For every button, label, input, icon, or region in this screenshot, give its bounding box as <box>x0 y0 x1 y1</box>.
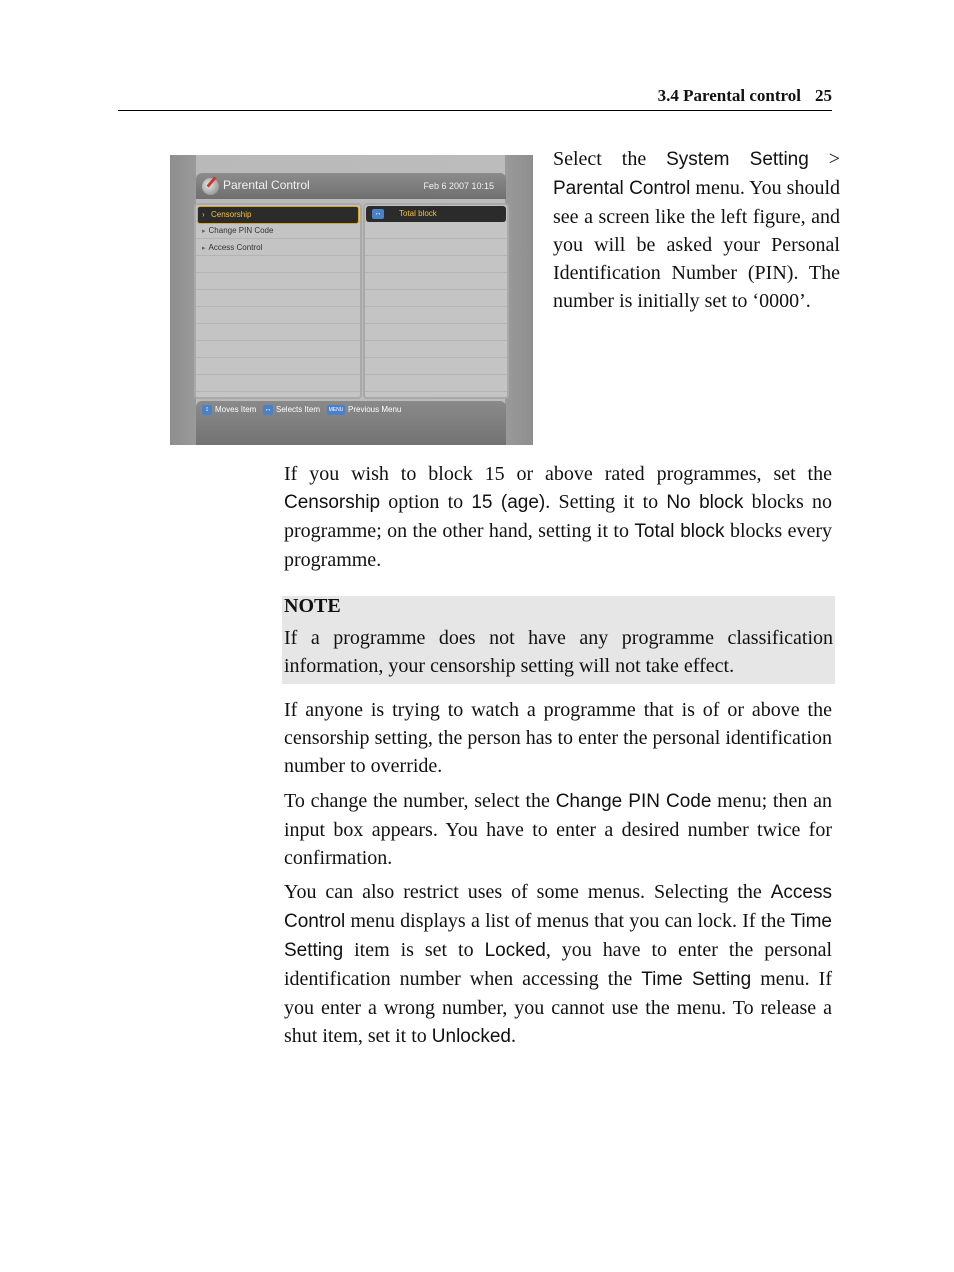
tv-menu-item-change-pin[interactable] <box>202 223 273 240</box>
note-box <box>282 596 835 684</box>
tv-help-bar <box>196 401 506 445</box>
left-right-key-icon: ↔ <box>264 406 272 413</box>
ui-term: Time Setting <box>284 911 832 961</box>
intro-paragraph: Select the System Setting > Parental Control menu. You should see a screen like the left figure, and you will be asked your Personal Identification Number (PIN). The number is initially set to ‘0000’. <box>553 148 840 312</box>
override-paragraph: If anyone is trying to watch a programme that is of or above the censorship setting, the person has to enter the personal identification number to override. <box>284 699 832 777</box>
ui-term: Total block <box>634 521 725 542</box>
ui-term: Parental Control <box>553 178 691 199</box>
tv-option-selected[interactable] <box>366 206 506 222</box>
ui-term: Locked <box>484 940 546 961</box>
parental-control-screenshot <box>170 155 533 445</box>
ui-term: 15 (age) <box>471 492 546 513</box>
running-header <box>118 86 832 111</box>
tv-menu-item-label: Change PIN Code <box>208 226 274 235</box>
help-label: Selects Item <box>276 405 321 414</box>
tv-menu-header <box>196 173 506 199</box>
ui-term: System Setting <box>666 149 809 170</box>
tv-menu-list <box>194 203 362 399</box>
tv-menu-item-access-control[interactable] <box>202 240 262 257</box>
tv-option-panel <box>363 203 509 399</box>
censorship-paragraph: If you wish to block 15 or above rated programmes, set the Censorship option to 15 (age). Setting it to No block blocks no programme; on the other hand, setting it to Total block blocks every programme. <box>284 463 833 571</box>
section-title: 3.4 Parental control <box>657 86 801 105</box>
ui-term: Time Setting <box>641 969 752 990</box>
help-label: Moves Item <box>215 405 257 414</box>
page-number: 25 <box>815 86 832 105</box>
satellite-dish-icon <box>202 178 219 195</box>
ui-term: Unlocked <box>431 1026 511 1047</box>
note-title: NOTE <box>284 595 341 617</box>
left-right-arrows-icon: ↔ <box>372 209 384 219</box>
tv-menu-item-label: Censorship <box>211 210 252 219</box>
help-selects <box>263 404 320 416</box>
access-control-paragraph: You can also restrict uses of some menus. Selecting the Access Control menu displays a list of menus that you can lock. If the Time Setting item is set to Locked, you have to enter the personal identification number when accessing the Time Setting menu. If you enter a wrong number, you cannot use the menu. To release a shut item, set it to Unlocked. <box>284 881 832 1047</box>
help-moves <box>202 404 256 416</box>
triangle-right-icon: ▸ <box>202 245 206 252</box>
help-previous <box>327 404 401 416</box>
ui-term: Change PIN Code <box>555 791 712 812</box>
chevron-right-icon: › <box>202 210 205 219</box>
note-text: If a programme does not have any programme classification information, your censorship setting will not take effect. <box>284 627 833 677</box>
tv-menu-item-label: Access Control <box>208 243 263 252</box>
tv-menu-item-censorship[interactable] <box>197 206 359 224</box>
ui-term: Censorship <box>284 492 381 513</box>
help-label: Previous Menu <box>348 405 402 414</box>
ui-term: No block <box>666 492 744 513</box>
up-down-key-icon: ↕ <box>202 405 212 415</box>
tv-menu-title: Parental Control <box>223 178 310 192</box>
ui-term: Access Control <box>284 882 832 932</box>
menu-key-icon: MENU <box>328 407 344 413</box>
change-pin-paragraph: To change the number, select the Change PIN Code menu; then an input box appears. You have to enter a desired number twice for confirmation. <box>284 790 832 869</box>
tv-datetime: Feb 6 2007 10:15 <box>423 181 494 191</box>
tv-option-value: Total block <box>399 209 437 218</box>
triangle-right-icon: ▸ <box>202 228 206 235</box>
